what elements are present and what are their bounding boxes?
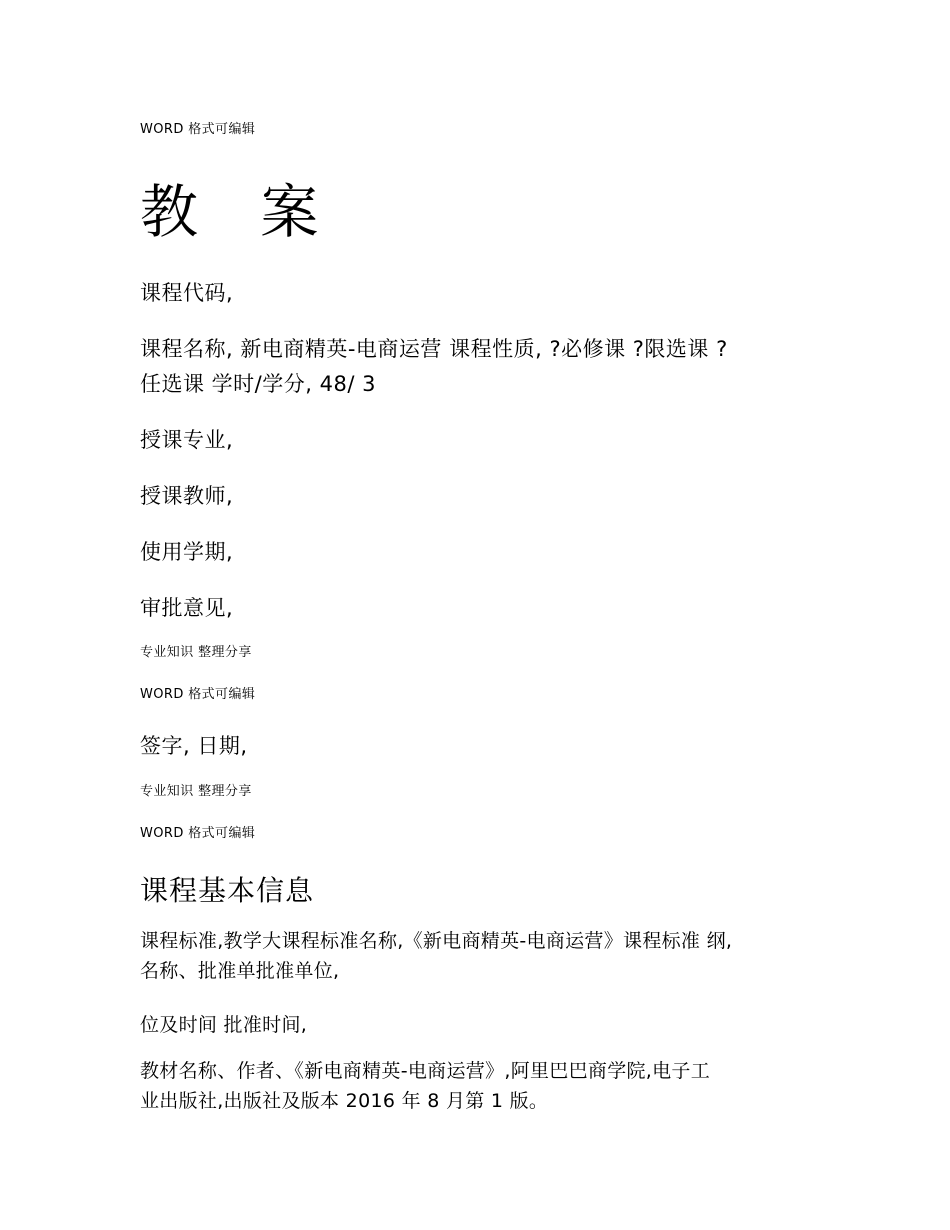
- semester-field: 使用学期,: [140, 540, 234, 564]
- course-standard-line-2: 名称、批准单批准单位,: [140, 960, 340, 982]
- course-info-line-2: 任选课 学时/学分, 48/ 3: [140, 372, 376, 396]
- section-heading: 课程基本信息: [140, 874, 315, 907]
- course-standard-line-1: 课程标准,教学大课程标准名称,《新电商精英-电商运营》课程标准 纲,: [140, 930, 733, 952]
- major-field: 授课专业,: [140, 428, 234, 452]
- textbook-paragraph: [140, 1056, 820, 1116]
- textbook-line-2: 业出版社,出版社及版本 2016 年 8 月第 1 版。: [140, 1090, 549, 1112]
- course-code-field: 课程代码,: [140, 281, 234, 305]
- header-tag: WORD 格式可编辑: [140, 122, 256, 137]
- header-tag: WORD 格式可编辑: [140, 826, 256, 841]
- textbook-line-1: 教材名称、作者、《新电商精英-电商运营》,阿里巴巴商学院,电子工: [140, 1060, 711, 1082]
- footer-tag: 专业知识 整理分享: [140, 645, 252, 660]
- course-info-line-1: 课程名称, 新电商精英-电商运营 课程性质, ?必修课 ?限选课 ?: [140, 337, 728, 361]
- approval-time-line: 位及时间 批准时间,: [140, 1014, 308, 1036]
- header-tag: WORD 格式可编辑: [140, 687, 256, 702]
- course-standard-paragraph: [140, 926, 820, 986]
- document-title: 教 案: [140, 178, 341, 246]
- approval-field: 审批意见,: [140, 596, 234, 620]
- teacher-field: 授课教师,: [140, 484, 234, 508]
- footer-tag: 专业知识 整理分享: [140, 784, 252, 799]
- signature-date-field: 签字, 日期,: [140, 734, 248, 758]
